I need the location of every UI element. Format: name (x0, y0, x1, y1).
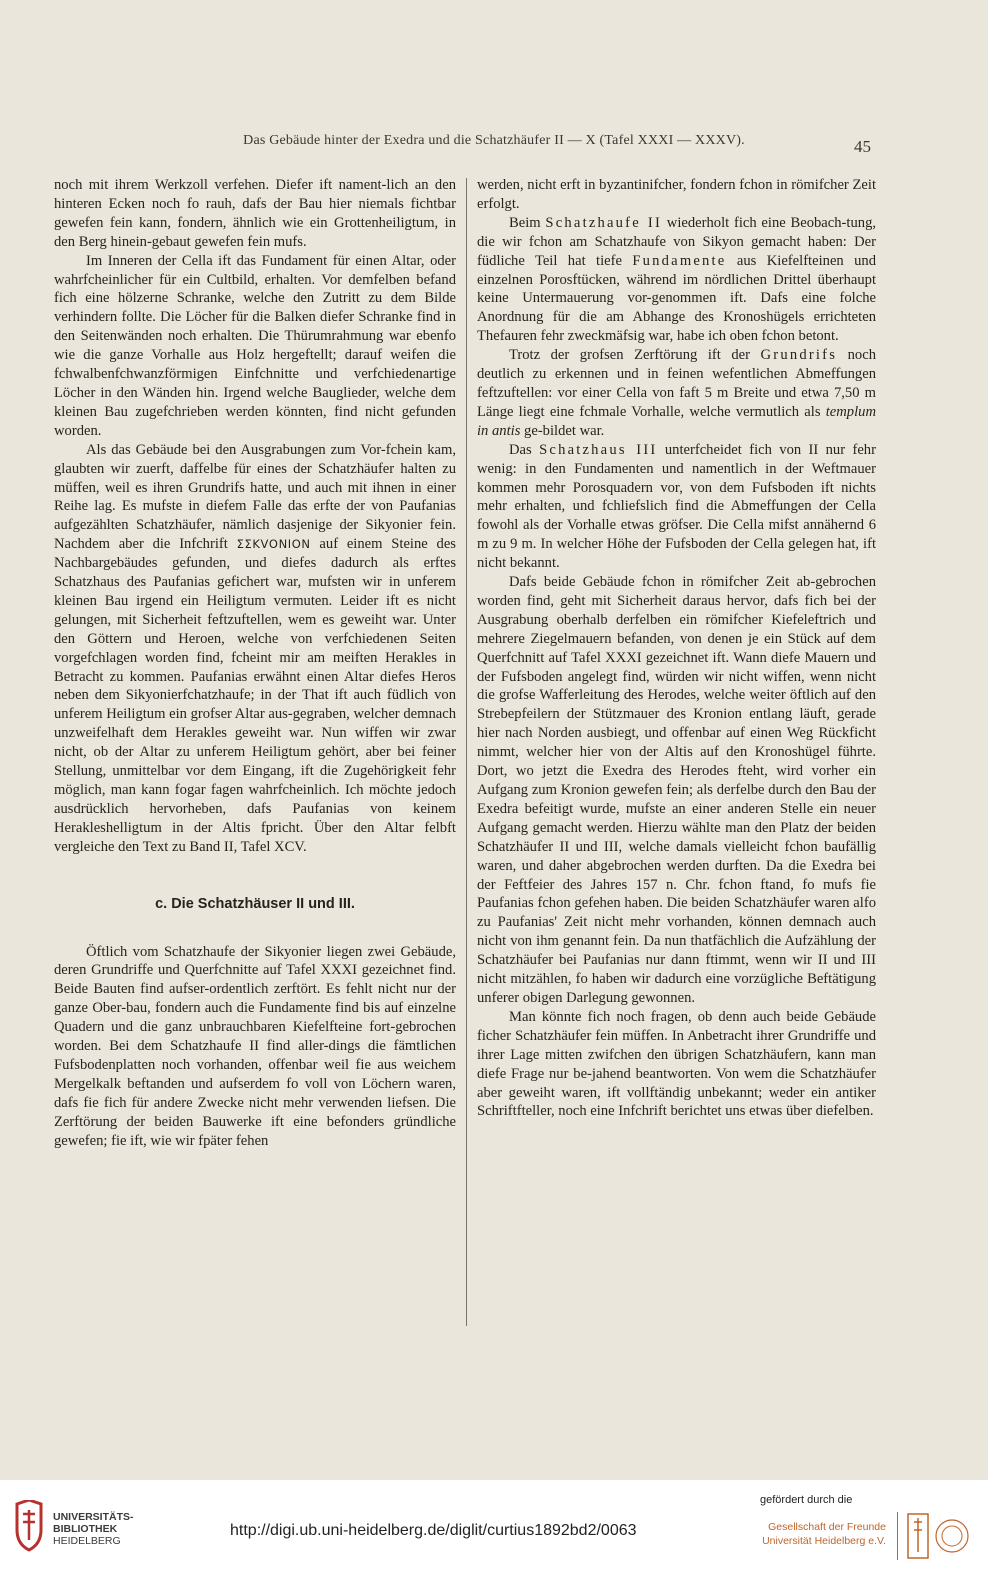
right-column (477, 176, 876, 1121)
paragraph-text: Trotz der grofsen Zerftörung ift der (509, 347, 750, 364)
section-title: c. Die Schatzhäuser II und III. (155, 895, 355, 912)
paragraph: Öftlich vom Schatzhaufe der Sikyonier liegen zwei Gebäude, deren Grundriffe und Querfchnitte auf Tafel XXXI gezeichnet find. Beide Bauten find aufser-ordentlich zerftört. Es fehlt nicht nur der ganze Ober-bau, fondern auch die Fundamente find bis auf einzelne Quadern und die ganz unbrauchbaren Kiefelfteine fort-gebrochen worden. Bei dem Schatzhaufe II find aller-dings die fämtlichen Fufsbodenplatten noch vorhanden, offenbar weil fie aus weichem Mergelkalk beftanden und aufserdem fo voll von Löchern waren, dafs fie fich für andere Zwecke nicht mehr verwenden liefsen. Die Zerftörung der beiden Bauwerke ift eine befonders gründliche gewefen; fie ift, wie wir fpäter fehen (54, 943, 456, 1149)
paragraph: noch mit ihrem Werkzoll verfehen. Diefer ift nament-lich an den hinteren Ecken noch fo rauh, dafs der Bau hier niemals fichtbar gewefen fein kann, fondern, ähnlich wie ein Grottenheiligtum, in den Berg hinein-gebaut gewefen fein mufs. (54, 177, 456, 250)
library-name-line: BIBLIOTHEK (53, 1523, 118, 1535)
column-divider (466, 178, 467, 1326)
paragraph-text: unterfcheidet fich von II nur fehr wenig: in den Fundamenten und namentlich in der Weftmauer kommen mehr Porosquadern vor, von dem Fufsboden ift nichts mehr erhalten, und fchliefslich find die Abmeffungen der Cella fowohl als der Vorhalle etwas gröfser. Die Cella mifst annähernd 6 m zu 9 m. In welcher Höhe der Fufsboden der Cella gelegen hat, ift nicht bekannt. (477, 441, 876, 572)
footer-bar (0, 1480, 988, 1571)
paragraph (54, 441, 456, 857)
greek-inscription: ΣΣΚVΟΝΙΟΝ (236, 537, 311, 552)
sponsor-name[interactable] (752, 1520, 886, 1548)
paragraph-text: aus Kiefelfteinen und einzelnen Porosftücken, während im nördlichen Drittel überhaupt keine Untermauerung vor-genommen ift. Dafs eine folche Anordnung für die am Abhange des Kronoshügels errichteten Thefauren fehr zweckmäfsig war, habe ich oben fchon betont. (477, 252, 876, 345)
paragraph-text: Das (509, 441, 532, 458)
paragraph: Im Inneren der Cella ift das Fundament für einen Altar, oder wahrfcheinlicher für ein Cultbild, erhalten. Vor demfelben befand fich eine hölzerne Schranke, welche den Zutritt zu dem Bilde verhindern follte. Die Löcher für die Balken diefer Schranke find in den Seitenwänden noch erhalten. Die Thürumrahmung war ebenfo wie die ganze Vorhalle aus Holz hergeftellt; darauf weifen die fchwalbenfchwanzförmigen Einfchnitte und verfchiedenartige Löcher in den Wänden hin. Irgend welche Bauglieder, welche dem kleinen Bau zugefchrieben werden könnten, find nicht gefunden worden. (54, 252, 456, 439)
sponsor-name-line: Gesellschaft der Freunde (768, 1521, 886, 1533)
spaced-term: Schatzhaus III (539, 441, 658, 458)
university-library-logo-icon (11, 1500, 47, 1552)
left-column (54, 176, 456, 1151)
library-name-line: UNIVERSITÄTS- (53, 1511, 134, 1523)
permalink-url[interactable]: http://digi.ub.uni-heidelberg.de/diglit/curtius1892bd2/0063 (230, 1522, 637, 1539)
paragraph: Man könnte fich noch fragen, ob denn auch beide Gebäude ficher Schatzhäufer fein müffen. In Anbetracht ihrer Grundriffe und ihrer Lage mitten zwifchen den übrigen Schatzhäufern, kann man diefe Frage nur be-jahend beantworten. Von wem die Schatzhäufer aber geweiht waren, ift vollftändig unbekannt; weder ein antiker Schriftfteller, noch eine Infchrift berichtet uns etwas über diefelben. (477, 1008, 876, 1120)
paragraph (477, 214, 876, 346)
paragraph-text: auf einem Steine des Nachbargebäudes gefunden, und diefes dadurch als erftes Schatzhaus des Paufanias gefichert war, mufsten wir in unferem kleinen Bau irgend ein Heiligtum vermuten. Leider ift es nicht gelungen, mit Sicherheit feftzuftellen, wem es geweiht war. Unter den Göttern und Heroen, welche von verfchiedenen Seiten vorgefchlagen worden find, fcheint mir am meiften Herakles in Betracht zu kommen. Paufanias erwähnt einen Altar diefes Heros neben dem Sikyonierfchatzhaufe; in der That ift auch füdlich von unferem Heiligtum ein grofser Altar aus-gegraben, welcher demnach unzweifelhaft dem Herakles geweiht war. Nun wiffen wir zwar nicht, ob der Altar zu unferem Heiligtum gehört, aber bei feiner Stellung, unmittelbar vor dem Eingang, ift die Zugehörigkeit fehr möglich, man kann fogar fagen wahrfcheinlich. Ich möchte jedoch ausdrücklich hervorheben, dafs Paufanias von keinem Herakleshelligtum in der Altis fpricht. Über den Altar felbft vergleiche den Text zu Band II, Tafel XCV. (54, 536, 456, 855)
library-name[interactable] (53, 1511, 134, 1547)
paragraph-text: noch deutlich zu erkennen und in feinen wefentlichen Abmeffungen feftzuftellen: vor einer Cella von faft 5 m Breite und etwa 7,50 m Länge liegt eine fchmale Vorhalle, welche vermutlich als (477, 347, 876, 420)
paragraph (477, 346, 876, 441)
paragraph-text: Als das Gebäude bei den Ausgrabungen zum Vor-fchein kam, glaubten wir zuerft, daffelbe für eines der Schatzhäufer halten zu müffen, weil es ihren Grundrifs hatte, und auch mit ihnen in einer Reihe lag. Es mufste in diefem Falle das erfte der von Paufanias aufgezählten Schatzhäufer, nämlich dasjenige der Sikyonier fein. Nachdem aber die Infchrift (54, 441, 456, 553)
spaced-term: Grundrifs (760, 347, 838, 364)
spaced-term: Fundamente (632, 252, 727, 269)
sponsor-divider (897, 1512, 898, 1560)
running-head: Das Gebäude hinter der Exedra und die Schatzhäufer II — X (Tafel XXXI — XXXV). (243, 133, 745, 148)
page-number: 45 (854, 137, 871, 156)
paragraph: werden, nicht erft in byzantinifcher, fondern fchon in römifcher Zeit erfolgt. (477, 177, 876, 212)
italic-term: templum in antis (477, 403, 876, 439)
sponsor-label: gefördert durch die (760, 1494, 853, 1506)
paragraph: Dafs beide Gebäude fchon in römifcher Zeit ab-gebrochen worden find, geht mit Sicherheit daraus hervor, dafs fich bei der Ausgrabung oberhalb derfelben ein römifcher Kiefeleftrich und mehrere Ziegelmauern befanden, von denen je ein Stück auf dem Querfchnitt auf Tafel XXXI gezeichnet ift. Wann diefe Mauern und der Fufsboden angelegt find, würden wir nicht wiffen, wenn nicht die grofse Wafferleitung des Herodes, welche weiter öftlich auf den Strebepfeilern der Stützmauer des Kronion entlang läuft, gerade hier nach Norden ausbiegt, und offenbar auf einen Weg Rückficht nimmt, welcher hier von der Altis auf den Kronoshügel führte. Dort, wo jetzt die Exedra des Herodes fteht, wird vorher ein Aufgang zum Kronion gewefen fein; als derfelbe durch den Bau der Exedra befeitigt wurde, mufste an einer anderen Stelle ein neuer Aufgang gemacht werden. Hierzu wählte man den Platz der beiden Schatzhäufer II und III, welche damals vielleicht fchon baufällig waren, und daher abgebrochen werden durften. Da die Exedra bei der Feftfeier des Jahres 157 n. Chr. fchon ftand, fo mufs fie Paufanias fchon gefehen haben. Die beiden Schatzhäufer waren alfo zu Paufanias' Zeit nicht mehr vorhanden, können demnach auch nicht von ihm genannt fein. Da nun thatfächlich die Aufzählung der Schatzhäufer bei Paufanias nur dann ftimmt, wenn wir II und III nicht mitzählen, fo haben wir dadurch eine vorzügliche Beftätigung unferer obigen Darlegung gewonnen. (477, 574, 876, 1006)
sponsor-seal-icon (906, 1512, 980, 1560)
paragraph-text: wiederholt fich eine Beobach-tung, die wir fchon am Schatzhaufe von Sikyon gemacht haben: Der füdliche Teil hat tiefe (477, 214, 877, 269)
spaced-term: Schatzhaufe II (545, 214, 663, 231)
paragraph (477, 441, 876, 573)
sponsor-name-line: Universität Heidelberg e.V. (762, 1535, 886, 1547)
paragraph-text: Beim (509, 214, 541, 231)
paragraph-text: ge-bildet war. (524, 422, 605, 439)
library-name-line: HEIDELBERG (53, 1535, 121, 1547)
